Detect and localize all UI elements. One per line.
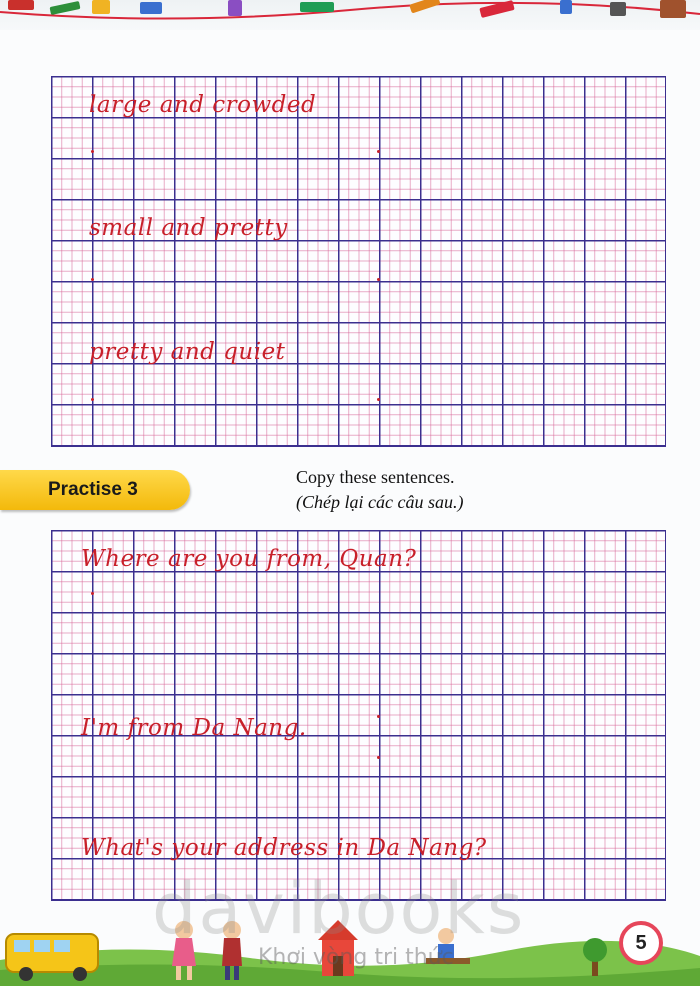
start-dot [377, 398, 380, 401]
start-dot [377, 715, 380, 718]
copy-sentence-3: What's your address in Da Nang? [81, 835, 487, 861]
stationery-illustration [0, 0, 700, 30]
writing-grid-2[interactable] [51, 530, 666, 901]
instruction-english: Copy these sentences. [296, 467, 455, 487]
start-dot [377, 756, 380, 759]
start-dot [91, 398, 94, 401]
copy-line-1: large and crowded [89, 92, 317, 118]
copy-sentence-1: Where are you from, Quan? [81, 546, 417, 572]
practise-3-tab [0, 470, 190, 510]
copy-line-3: pretty and quiet [89, 339, 286, 365]
copy-line-2: small and pretty [89, 215, 288, 241]
start-dot [91, 592, 94, 595]
instruction-vietnamese: (Chép lại các câu sau.) [296, 492, 464, 512]
writing-grid-1[interactable] [51, 76, 666, 447]
watermark-brand: davibooks [152, 868, 526, 950]
practise-label: Practise 3 [48, 479, 138, 500]
page-number-badge: 5 [619, 921, 663, 965]
start-dot [91, 150, 94, 153]
start-dot [377, 150, 380, 153]
start-dot [91, 278, 94, 281]
start-dot [377, 278, 380, 281]
copy-sentence-2: I'm from Da Nang. [81, 715, 307, 741]
top-decorative-border [0, 0, 700, 30]
watermark-tagline: Khơi vòng tri thức [258, 945, 454, 970]
